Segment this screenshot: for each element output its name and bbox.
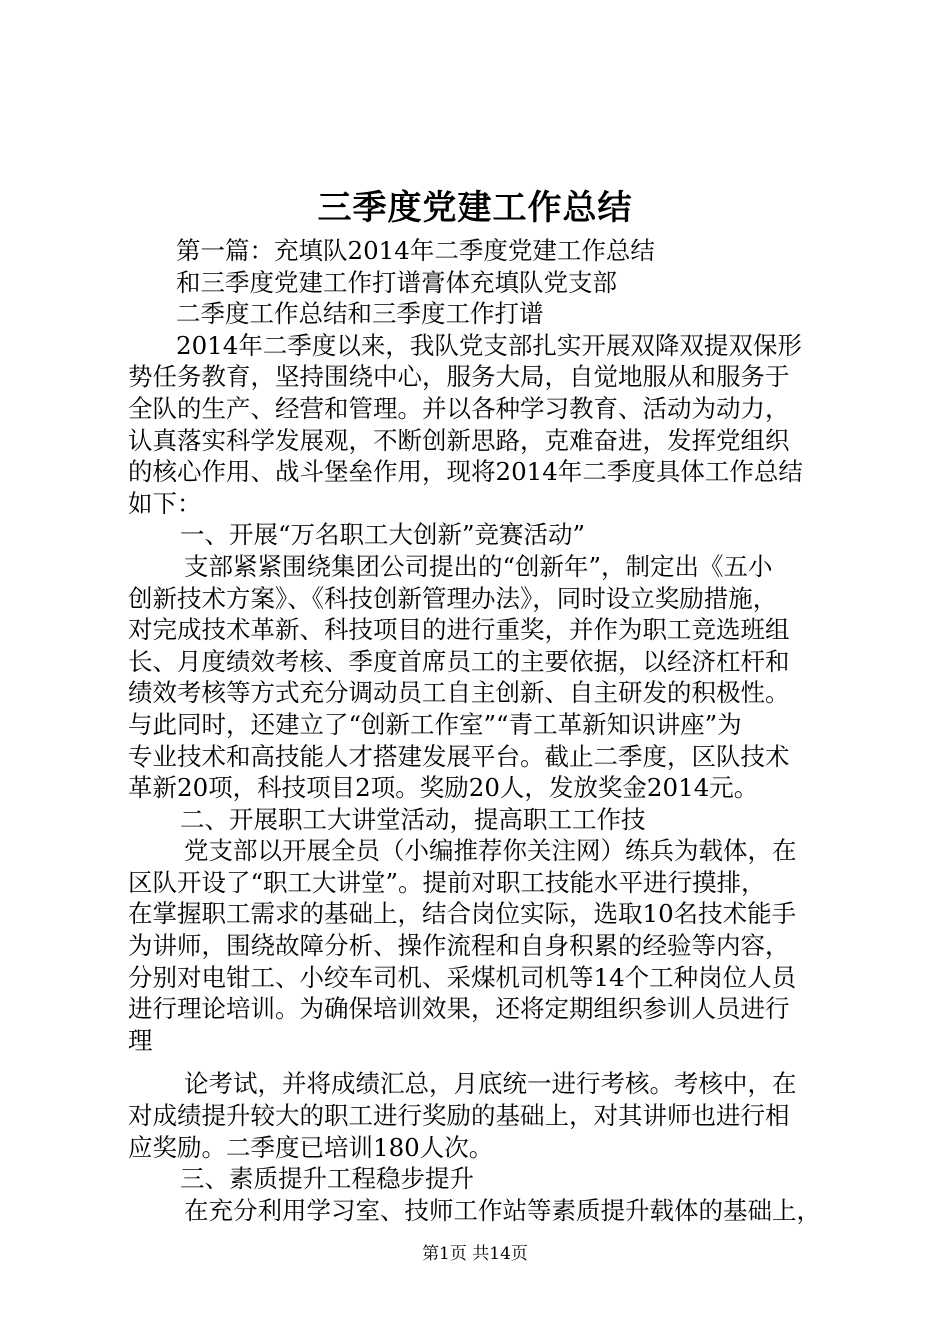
- text-line: 和三季度党建工作打谱膏体充填队党支部: [176, 267, 617, 297]
- section-heading: 三、素质提升工程稳步提升: [180, 1164, 474, 1194]
- document-body: [128, 235, 834, 1226]
- text-line: 长、月度绩效考核、季度首席员工的主要依据，以经济杠杆和: [128, 646, 790, 676]
- text-line: 与此同时，还建立了“创新工作室”“青工革新知识讲座”为: [128, 709, 742, 739]
- text-line: 论考试，并将成绩汇总，月底统一进行考核。考核中，在: [184, 1069, 797, 1099]
- text-line: 应奖励。二季度已培训180人次。: [128, 1132, 494, 1162]
- section-heading: 一、开展“万名职工大创新”竞赛活动”: [180, 520, 586, 550]
- text-line: 支部紧紧围绕集团公司提出的“创新年”，制定出《五小: [184, 551, 773, 581]
- text-line: 创新技术方案》、《科技创新管理办法》，同时设立奖励措施，: [128, 583, 778, 613]
- text-line: 势任务教育，坚持围绕中心，服务大局，自觉地服从和服务于: [128, 362, 790, 392]
- section-heading: 二、开展职工大讲堂活动，提高职工工作技: [180, 804, 646, 834]
- text-line: 对完成技术革新、科技项目的进行重奖，并作为职工竞选班组: [128, 615, 790, 645]
- text-line: 专业技术和高技能人才搭建发展平台。截止二季度，区队技术: [128, 741, 790, 771]
- page-footer: 第1页 共14页: [422, 1244, 528, 1264]
- text-line: 全队的生产、经营和管理。并以各种学习教育、活动为动力，: [128, 393, 790, 423]
- text-line: 如下：: [128, 488, 202, 518]
- text-line: 进行理论培训。为确保培训效果，还将定期组织参训人员进行: [128, 994, 790, 1024]
- text-line: 为讲师，围绕故障分析、操作流程和自身积累的经验等内容，: [128, 931, 790, 961]
- text-line: 认真落实科学发展观，不断创新思路，克难奋进，发挥党组织: [128, 425, 790, 455]
- text-line: 2014年二季度以来，我队党支部扎实开展双降双提双保形: [176, 330, 802, 360]
- text-line: 理: [128, 1025, 153, 1055]
- text-line: 对成绩提升较大的职工进行奖励的基础上，对其讲师也进行相: [128, 1101, 790, 1131]
- text-line: 区队开设了“职工大讲堂”。提前对职工技能水平进行摸排，: [128, 867, 766, 897]
- text-line: 分别对电钳工、小绞车司机、采煤机司机等14个工种岗位人员: [128, 962, 797, 992]
- text-line: 的核心作用、战斗堡垒作用，现将2014年二季度具体工作总结: [128, 457, 803, 487]
- text-line: 革新20项，科技项目2项。奖励20人，发放奖金2014元。: [128, 773, 759, 803]
- text-line: 绩效考核等方式充分调动员工自主创新、自主研发的积极性。: [128, 678, 790, 708]
- document-title: 三季度党建工作总结: [317, 188, 633, 228]
- text-line: 二季度工作总结和三季度工作打谱: [176, 299, 544, 329]
- text-line: 第一篇：充填队2014年二季度党建工作总结: [176, 236, 655, 265]
- text-line: 在掌握职工需求的基础上，结合岗位实际，选取10名技术能手: [128, 899, 797, 929]
- paragraph-gap: [128, 1056, 834, 1068]
- text-line: 在充分利用学习室、技师工作站等素质提升载体的基础上，: [184, 1195, 821, 1225]
- text-line: 党支部以开展全员（小编推荐你关注网）练兵为载体，在: [184, 836, 797, 866]
